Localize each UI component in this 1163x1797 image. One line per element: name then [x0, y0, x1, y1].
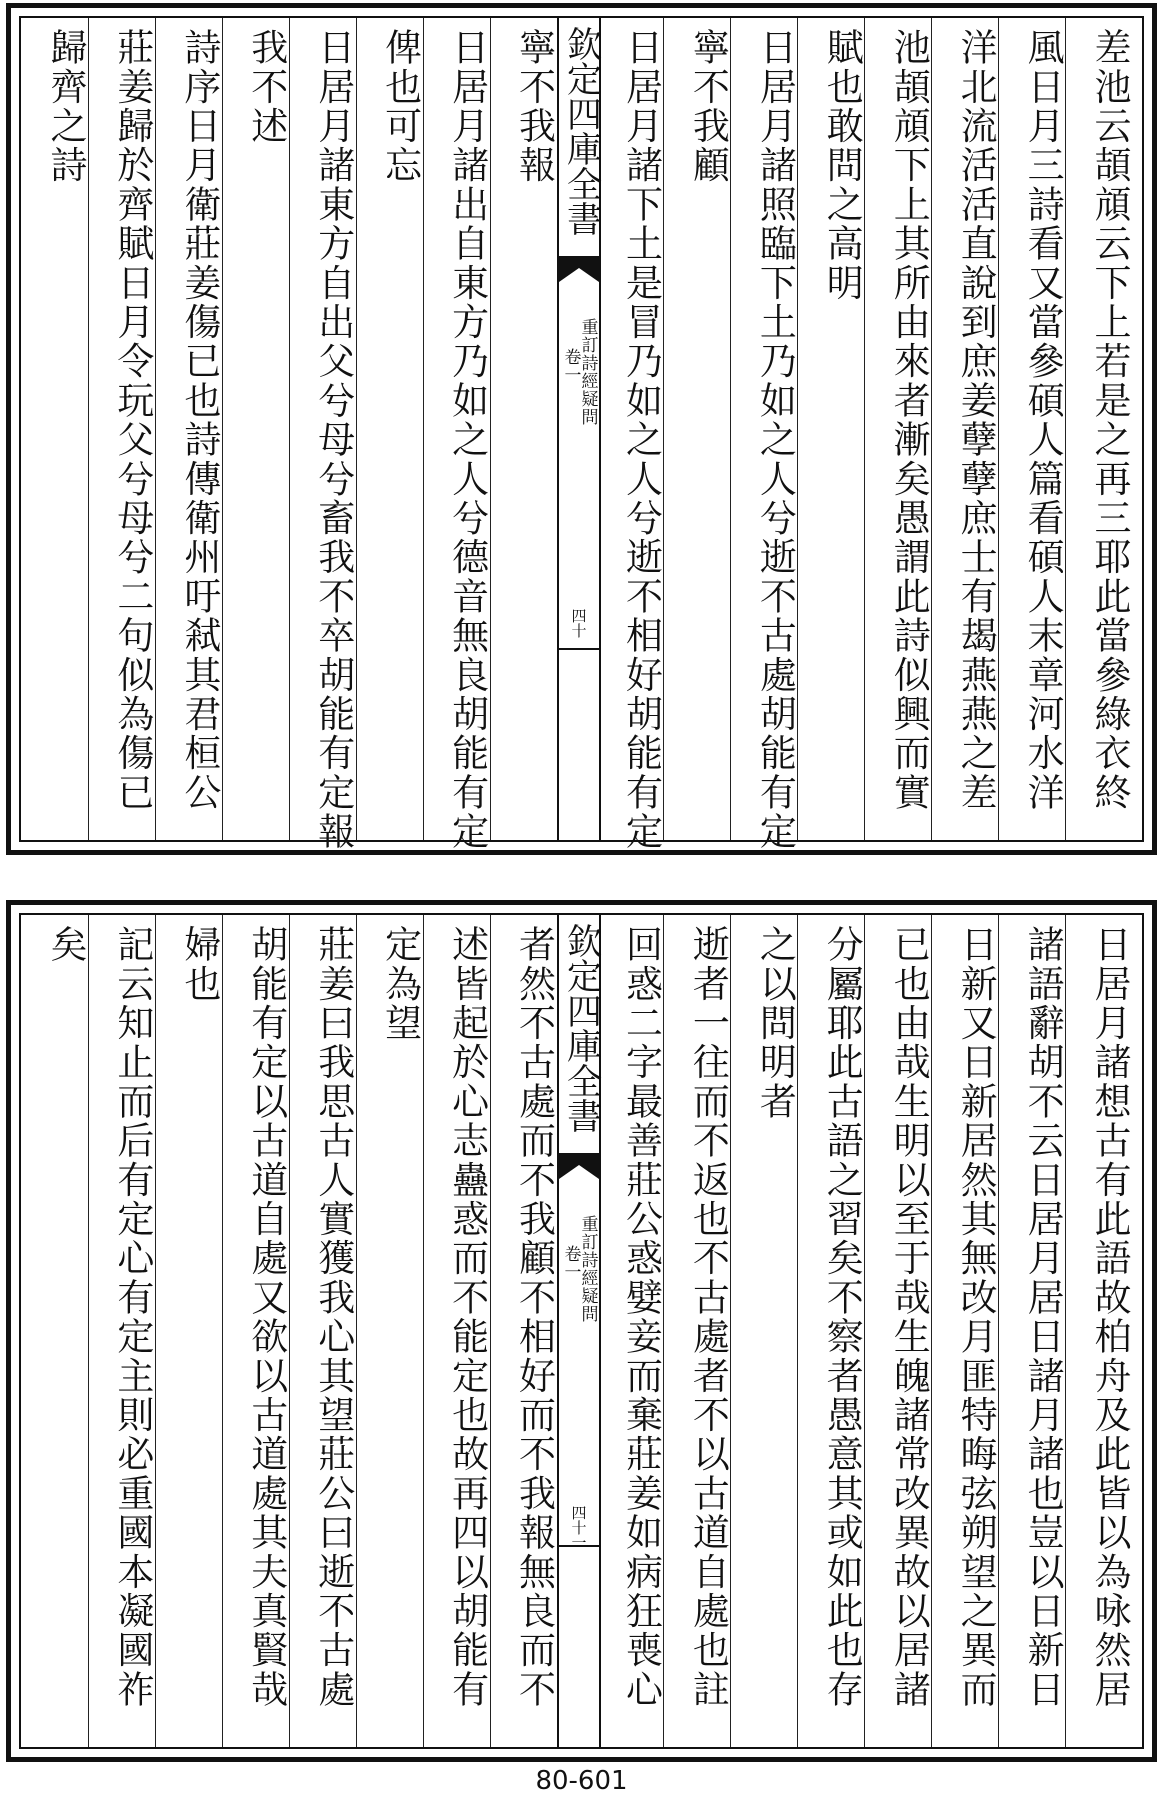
- column-rule: [1065, 915, 1066, 1747]
- page-number: 四十一: [569, 1505, 588, 1550]
- column-rule: [864, 915, 865, 1747]
- column-rule: [864, 18, 865, 840]
- top-text-column: 差池云頡頏云下上若是之再三耶此當參綠衣終: [1088, 28, 1131, 812]
- column-rule: [797, 18, 798, 840]
- column-rule: [998, 18, 999, 840]
- top-text-column: 莊姜歸於齊賦日月令玩父兮母兮二句似為傷已: [110, 28, 154, 812]
- top-text-column: 日居月諸照臨下土乃如之人兮逝不古處胡能有定: [753, 28, 797, 852]
- bottom-text-column: 者然不古處而不我顧不相好而不我報無良而不: [512, 925, 556, 1709]
- bottom-text-column: 日居月諸想古有此語故柏舟及此皆以為咏然居: [1088, 925, 1131, 1709]
- spine-rule: [559, 1545, 599, 1547]
- fishtail-mark-icon: [559, 256, 599, 282]
- column-rule: [730, 18, 731, 840]
- top-text-column: 池頡頏下上其所由來者漸矣愚謂此詩似興而實: [887, 28, 931, 812]
- column-rule: [155, 18, 156, 840]
- bottom-text-column: 之以問明者: [753, 925, 797, 1121]
- book-title: 欽定四庫全書: [561, 26, 602, 236]
- bottom-text-column: 諸語辭胡不云日居月居日諸月諸也豈以日新日: [1021, 925, 1065, 1709]
- top-text-column: 日居月諸東方自出父兮母兮畜我不卒胡能有定報: [311, 28, 355, 852]
- page-number: 四十: [569, 608, 588, 638]
- column-rule: [289, 915, 290, 1747]
- bottom-text-column: 胡能有定以古道自處又欲以古道處其夫真賢哉: [244, 925, 288, 1709]
- bottom-text-column: 日新又日新居然其無改月匪特晦弦朔望之異而: [954, 925, 998, 1709]
- bottom-text-column: 矣: [43, 925, 87, 965]
- column-rule: [88, 915, 89, 1747]
- bottom-text-column: 莊姜曰我思古人實獲我心其望莊公曰逝不古處: [311, 925, 355, 1709]
- column-rule: [1065, 18, 1066, 840]
- column-rule: [356, 915, 357, 1747]
- bottom-text-column: 回惑二字最善莊公惑嬖妾而棄莊姜如病狂喪心: [619, 925, 663, 1709]
- column-rule: [222, 915, 223, 1747]
- bottom-text-column: 分屬耶此古語之習矣不察者愚意其或如此也存: [820, 925, 864, 1709]
- top-page-frame: [19, 16, 1144, 852]
- column-rule: [289, 18, 290, 840]
- column-rule: [730, 915, 731, 1747]
- running-title: 重訂詩經疑問: [577, 1215, 598, 1323]
- center-spine: [557, 18, 601, 840]
- book-title: 欽定四庫全書: [561, 923, 602, 1133]
- top-text-column: 日居月諸下土是冒乃如之人兮逝不相好胡能有定: [619, 28, 663, 852]
- column-rule: [663, 915, 664, 1747]
- top-page: [6, 3, 1157, 855]
- column-rule: [423, 18, 424, 840]
- column-rule: [490, 915, 491, 1747]
- top-text-column: 我不述: [244, 28, 288, 146]
- bottom-text-column: 定為望: [378, 925, 422, 1043]
- column-rule: [931, 18, 932, 840]
- volume-label: 卷一: [560, 348, 581, 384]
- bottom-page-frame: [19, 913, 1144, 1749]
- bottom-page: [6, 900, 1157, 1762]
- fishtail-mark-icon: [559, 1153, 599, 1179]
- column-rule: [423, 915, 424, 1747]
- column-rule: [663, 18, 664, 840]
- column-rule: [931, 915, 932, 1747]
- column-rule: [356, 18, 357, 840]
- top-text-column: 詩序日月衛莊姜傷已也詩傳衛州吁弒其君桓公: [177, 28, 221, 812]
- top-text-column: 寧不我報: [512, 28, 556, 185]
- volume-label: 卷一: [560, 1245, 581, 1281]
- bottom-text-column: 已也由哉生明以至于哉生魄諸常改異故以居諸: [887, 925, 931, 1709]
- column-rule: [797, 915, 798, 1747]
- spine-rule: [559, 648, 599, 650]
- column-rule: [490, 18, 491, 840]
- top-text-column: 歸齊之詩: [43, 28, 87, 185]
- top-text-column: 俾也可忘: [378, 28, 422, 185]
- running-title: 重訂詩經疑問: [577, 318, 598, 426]
- bottom-text-column: 記云知止而后有定心有定主則必重國本凝國祚: [110, 925, 154, 1709]
- top-text-column: 寧不我顧: [686, 28, 730, 185]
- column-rule: [88, 18, 89, 840]
- bottom-text-column: 述皆起於心志蠱惑而不能定也故再四以胡能有: [445, 925, 489, 1709]
- center-spine: [557, 915, 601, 1747]
- catalog-number: 80-601: [535, 1766, 628, 1796]
- top-text-column: 風日月三詩看又當參碩人篇看碩人末章河水洋: [1021, 28, 1065, 812]
- bottom-text-column: 婦也: [177, 925, 221, 1004]
- column-rule: [155, 915, 156, 1747]
- top-text-column: 日居月諸出自東方乃如之人兮德音無良胡能有定: [445, 28, 489, 852]
- column-rule: [998, 915, 999, 1747]
- top-text-column: 洋北流活活直說到庶姜孽孽庶士有朅燕燕之差: [954, 28, 998, 812]
- top-text-column: 賦也敢問之高明: [820, 28, 864, 303]
- bottom-text-column: 逝者一往而不返也不古處者不以古道自處也註: [686, 925, 730, 1709]
- column-rule: [222, 18, 223, 840]
